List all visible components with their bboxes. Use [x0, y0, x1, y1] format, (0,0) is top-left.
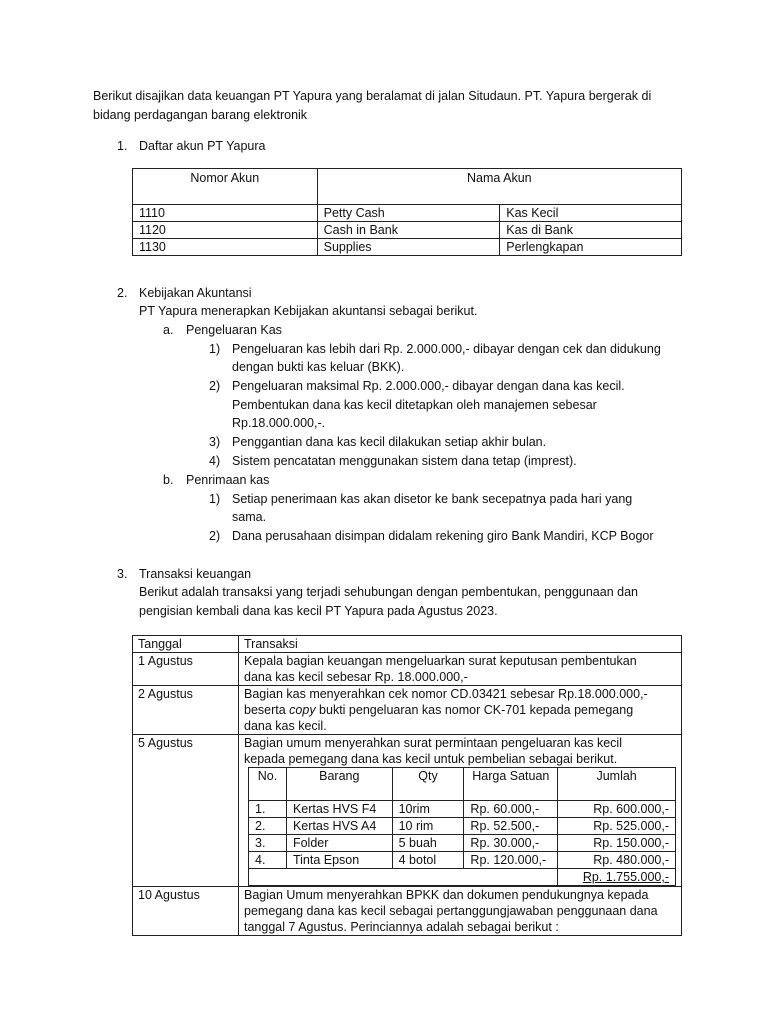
items-header-row — [249, 768, 676, 801]
policy-a4-number: 4) — [209, 454, 221, 468]
section3-lead-line2: pengisian kembali dana kas kecil PT Yapura pada Agustus 2023. — [139, 604, 498, 618]
policy-a2-line1: Pengeluaran maksimal Rp. 2.000.000,- dibayar dengan dana kas kecil. — [232, 379, 625, 393]
transaction-date: 2 Agustus — [133, 686, 239, 735]
header-harga-satuan: Harga Satuan — [464, 768, 558, 801]
section3-title: Transaksi keuangan — [139, 567, 252, 581]
policy-a3-line1: Penggantian dana kas kecil dilakukan setiap akhir bulan. — [232, 435, 547, 449]
items-total-value: Rp. 1.755.000,- — [582, 870, 669, 884]
header-nama-akun: Nama Akun — [317, 169, 681, 205]
item-no: 3. — [249, 835, 287, 852]
item-name: Folder — [286, 835, 392, 852]
item-amount: Rp. 600.000,- — [558, 801, 676, 818]
section1-number: 1. — [117, 139, 128, 153]
transaction-line: tanggal 7 Agustus. Perinciannya adalah sebagai berikut : — [244, 920, 559, 934]
accounts-table — [132, 168, 682, 256]
section2-number: 2. — [117, 286, 128, 300]
item-name: Tinta Epson — [286, 852, 392, 869]
account-number: 1110 — [133, 205, 318, 222]
item-no: 4. — [249, 852, 287, 869]
table-row — [249, 818, 676, 835]
item-unit-price: Rp. 120.000,- — [464, 852, 558, 869]
header-barang: Barang — [286, 768, 392, 801]
items-total — [558, 869, 676, 886]
header-no: No. — [249, 768, 287, 801]
item-amount: Rp. 525.000,- — [558, 818, 676, 835]
item-unit-price: Rp. 30.000,- — [464, 835, 558, 852]
intro-paragraph: Berikut disajikan data keuangan PT Yapura yang beralamat di jalan Situdaun. PT. Yapura bergerak di bidang perdagangan barang elektronik — [93, 89, 652, 122]
policy-b1-line1: Setiap penerimaan kas akan disetor ke bank secepatnya pada hari yang — [232, 492, 633, 506]
table-row — [133, 887, 682, 936]
item-unit-price: Rp. 52.500,- — [464, 818, 558, 835]
transaction-text: bukti pengeluaran kas nomor CK-701 kepada pemegang — [315, 703, 634, 717]
policy-a2-number: 2) — [209, 379, 221, 393]
header-nomor-akun: Nomor Akun — [133, 169, 318, 205]
transactions-table — [132, 635, 682, 936]
transaction-text: beserta — [244, 703, 290, 717]
total-spacer — [249, 869, 558, 886]
account-name-en: Supplies — [317, 239, 500, 256]
table-row — [133, 735, 682, 887]
item-no: 1. — [249, 801, 287, 818]
transaction-line: Bagian umum menyerahkan surat permintaan pengeluaran kas kecil — [244, 736, 622, 750]
transaction-line: kepada pemegang dana kas kecil untuk pembelian sebagai berikut. — [244, 752, 618, 766]
table-row — [133, 205, 682, 222]
account-name-en: Petty Cash — [317, 205, 500, 222]
transaction-line: Bagian Umum menyerahkan BPKK dan dokumen pendukungnya kepada — [244, 888, 649, 902]
policy-b-marker: b. — [163, 473, 174, 487]
transaction-text-italic: copy — [289, 703, 316, 717]
transaction-line: pemegang dana kas kecil sebagai pertanggungjawaban penggunaan dana — [244, 904, 658, 918]
policy-a2-line2: Pembentukan dana kas kecil ditetapkan oleh manajemen sebesar — [232, 398, 597, 412]
item-qty: 5 buah — [392, 835, 464, 852]
table-row — [133, 239, 682, 256]
table-row — [133, 686, 682, 735]
table-row — [249, 852, 676, 869]
policy-b1-line2: sama. — [232, 510, 267, 524]
transaction-line: Kepala bagian keuangan mengeluarkan surat keputusan pembentukan — [244, 654, 637, 668]
transaction-description — [239, 686, 682, 735]
table-row — [133, 653, 682, 686]
item-qty: 10rim — [392, 801, 464, 818]
item-unit-price: Rp. 60.000,- — [464, 801, 558, 818]
transactions-header-row — [133, 636, 682, 653]
transaction-line: dana kas kecil sebesar Rp. 18.000.000,- — [244, 670, 468, 684]
header-qty: Qty — [392, 768, 464, 801]
policy-a1-line1: Pengeluaran kas lebih dari Rp. 2.000.000,- dibayar dengan cek dan didukung — [232, 342, 661, 356]
account-name-id: Kas di Bank — [500, 222, 682, 239]
section2-lead: PT Yapura menerapkan Kebijakan akuntansi sebagai berikut. — [139, 304, 478, 318]
item-amount: Rp. 480.000,- — [558, 852, 676, 869]
policy-a3-number: 3) — [209, 435, 221, 449]
transaction-description — [239, 653, 682, 686]
account-number: 1130 — [133, 239, 318, 256]
account-name-en: Cash in Bank — [317, 222, 500, 239]
transaction-date: 10 Agustus — [133, 887, 239, 936]
header-tanggal: Tanggal — [133, 636, 239, 653]
transaction-line: dana kas kecil. — [244, 719, 327, 733]
policy-a2-line3: Rp.18.000.000,-. — [232, 416, 326, 430]
item-qty: 4 botol — [392, 852, 464, 869]
policy-b1-number: 1) — [209, 492, 221, 506]
policy-a4-line1: Sistem pencatatan menggunakan sistem dana tetap (imprest). — [232, 454, 577, 468]
table-row — [249, 801, 676, 818]
transaction-date: 1 Agustus — [133, 653, 239, 686]
policy-a1-number: 1) — [209, 342, 221, 356]
transaction-date: 5 Agustus — [133, 735, 239, 887]
table-row — [133, 222, 682, 239]
header-transaksi: Transaksi — [239, 636, 682, 653]
policy-b2-line1: Dana perusahaan disimpan didalam rekening giro Bank Mandiri, KCP Bogor — [232, 529, 654, 543]
account-name-id: Kas Kecil — [500, 205, 682, 222]
items-total-row — [249, 869, 676, 886]
item-name: Kertas HVS A4 — [286, 818, 392, 835]
policy-b2-number: 2) — [209, 529, 221, 543]
policy-a-marker: a. — [163, 323, 174, 337]
table-row — [249, 835, 676, 852]
account-number: 1120 — [133, 222, 318, 239]
transaction-line: Bagian kas menyerahkan cek nomor CD.03421 sebesar Rp.18.000.000,- — [244, 687, 648, 701]
item-name: Kertas HVS F4 — [286, 801, 392, 818]
section3-number: 3. — [117, 567, 128, 581]
policy-a1-line2: dengan bukti kas keluar (BKK). — [232, 360, 405, 374]
header-jumlah: Jumlah — [558, 768, 676, 801]
section1-title: Daftar akun PT Yapura — [139, 139, 266, 153]
item-qty: 10 rim — [392, 818, 464, 835]
section2-title: Kebijakan Akuntansi — [139, 286, 252, 300]
purchase-items-table — [248, 767, 676, 886]
transaction-line — [244, 702, 676, 718]
section3-lead-line1: Berikut adalah transaksi yang terjadi sehubungan dengan pembentukan, penggunaan dan — [139, 585, 638, 599]
policy-b-title: Penrimaan kas — [186, 473, 270, 487]
account-name-id: Perlengkapan — [500, 239, 682, 256]
accounts-header-row — [133, 169, 682, 205]
transaction-description — [239, 735, 682, 887]
transaction-description — [239, 887, 682, 936]
item-amount: Rp. 150.000,- — [558, 835, 676, 852]
item-no: 2. — [249, 818, 287, 835]
policy-a-title: Pengeluaran Kas — [186, 323, 282, 337]
